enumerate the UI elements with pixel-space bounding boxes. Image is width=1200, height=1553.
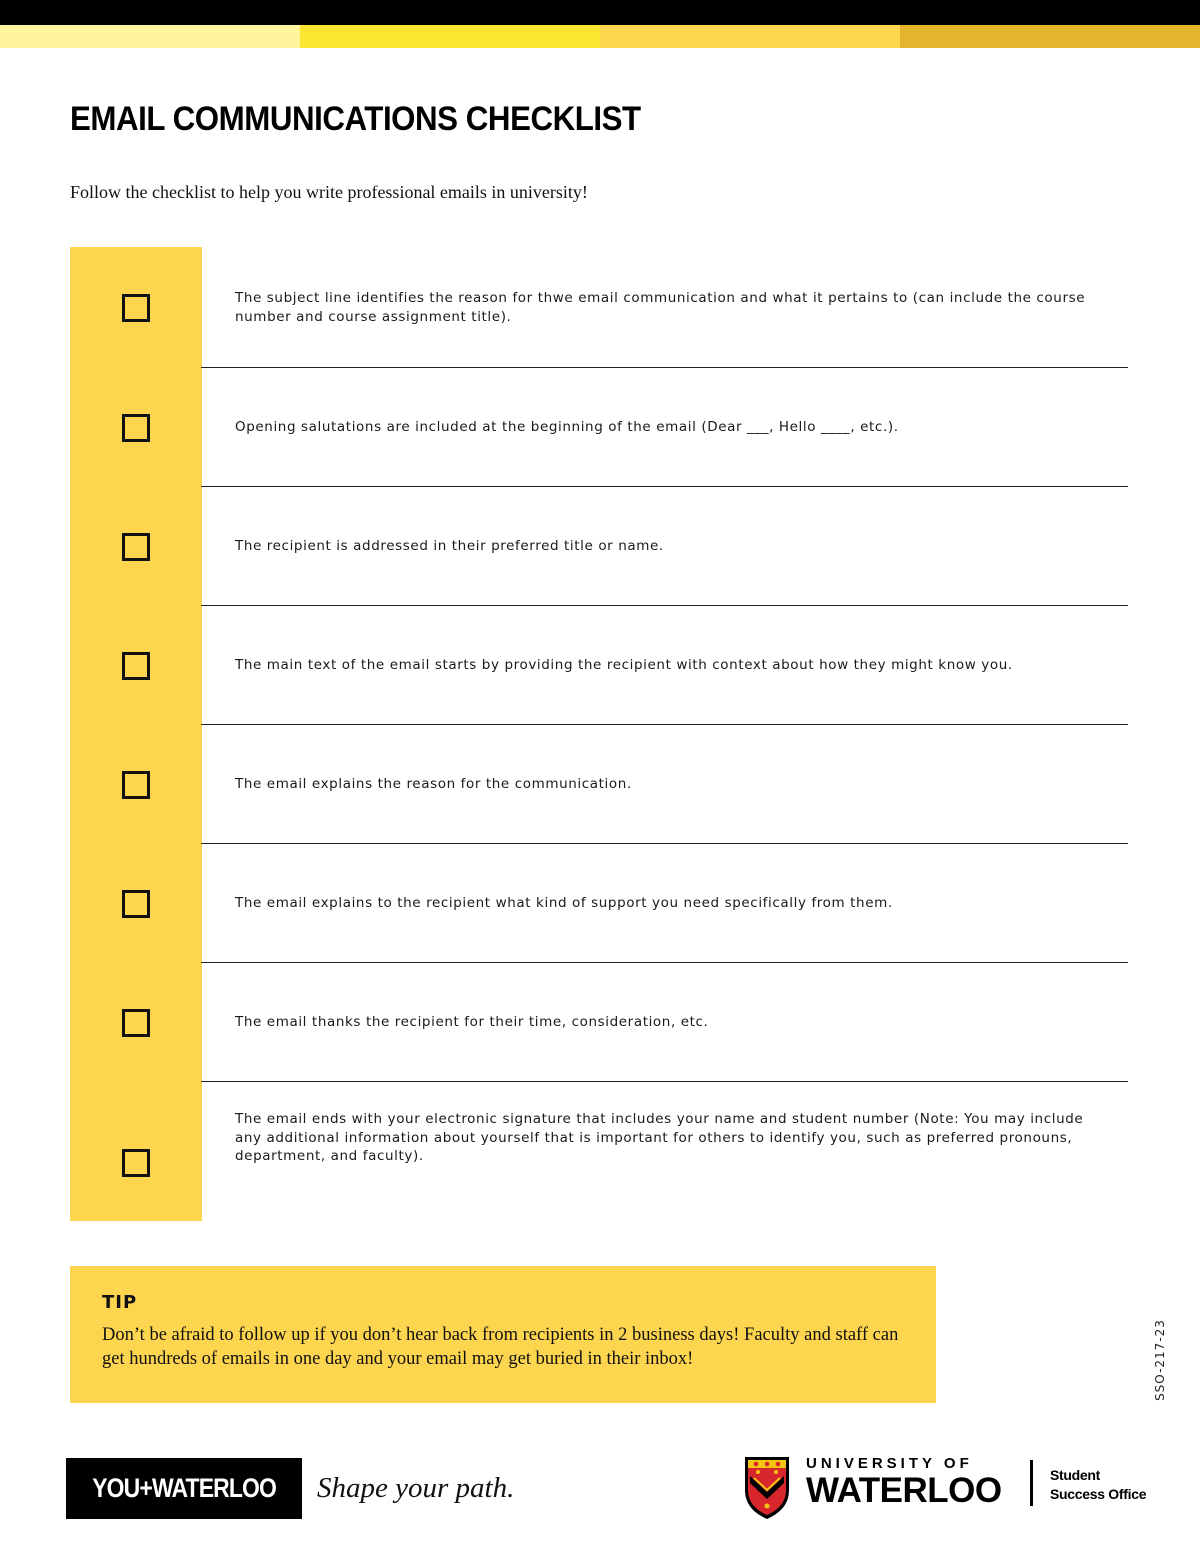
stripe-4 (900, 25, 1200, 48)
you-waterloo-logo (66, 1458, 302, 1519)
checklist-checkbox[interactable] (122, 414, 150, 442)
checklist-item-text: The email ends with your electronic signature that includes your name and student number (Note: You may include any additional information about yourself that is important for others to identify you, such as preferred pronouns, department, and faculty). (235, 1111, 1084, 1164)
checklist-checkbox[interactable] (122, 1149, 150, 1177)
tagline: Shape your path. (317, 1472, 515, 1504)
checklist-item-text: The email explains the reason for the communication. (235, 776, 632, 793)
intro-text: Follow the checklist to help you write professional emails in university! (70, 182, 588, 202)
tip-label: TIP (102, 1292, 138, 1313)
checkbox-cell (70, 368, 202, 487)
checklist-item-text: The email thanks the recipient for their time, consideration, etc. (235, 1014, 709, 1031)
checklist-checkbox[interactable] (122, 890, 150, 918)
top-black-bar (0, 0, 1200, 25)
checklist-checkbox[interactable] (122, 1009, 150, 1037)
document-code: SSO-217-23 (1153, 1319, 1167, 1401)
checkbox-cell (70, 725, 202, 844)
university-wordmark-line1: UNIVERSITY OF (806, 1455, 973, 1472)
checkbox-cell (70, 487, 202, 606)
checklist-item (70, 606, 1128, 725)
checklist-item-text: The email explains to the recipient what kind of support you need specifically from them. (235, 895, 893, 912)
logo-divider (1030, 1460, 1033, 1506)
header-color-stripes (0, 25, 1200, 48)
checkbox-cell (70, 247, 202, 368)
checklist-item-text: Opening salutations are included at the beginning of the email (Dear ___, Hello ____, etc.). (235, 419, 899, 436)
office-name-line1: Student (1050, 1467, 1101, 1483)
university-crest-icon (744, 1456, 790, 1520)
checklist-item-text: The recipient is addressed in their preferred title or name. (235, 538, 664, 555)
checkbox-cell (70, 1082, 202, 1221)
you-waterloo-logo-text: YOU+WATERLOO (92, 1473, 276, 1503)
checklist-item (70, 487, 1128, 606)
university-wordmark-line2: WATERLOO (806, 1471, 1002, 1510)
office-name-line2: Success Office (1050, 1486, 1147, 1502)
checkbox-cell (70, 963, 202, 1082)
checklist-checkbox[interactable] (122, 771, 150, 799)
stripe-3 (600, 25, 900, 48)
university-wordmark (806, 1455, 1002, 1510)
checklist-item (70, 844, 1128, 963)
checkbox-cell (70, 606, 202, 725)
checklist-item-text: The main text of the email starts by providing the recipient with context about how they might know you. (235, 657, 1013, 674)
office-name (1050, 1466, 1146, 1504)
checklist-item (70, 247, 1128, 368)
checklist-checkbox[interactable] (122, 533, 150, 561)
checklist-item (70, 1082, 1128, 1221)
tip-box (70, 1266, 936, 1403)
checklist-checkbox[interactable] (122, 294, 150, 322)
checkbox-cell (70, 844, 202, 963)
page-title: EMAIL COMMUNICATIONS CHECKLIST (70, 100, 641, 138)
checklist-rows (70, 247, 1128, 1221)
checklist-item (70, 963, 1128, 1082)
checklist-item-text: The subject line identifies the reason for thwe email communication and what it pertains to (can include the course number and course assignment title). (235, 290, 1086, 325)
checklist-item (70, 725, 1128, 844)
checklist (70, 247, 1128, 1221)
stripe-1 (0, 25, 300, 48)
checklist-item (70, 368, 1128, 487)
tip-text: Don’t be afraid to follow up if you don’t hear back from recipients in 2 business days! Faculty and staff can get hundreds of emails in one day and your email may get buried in their inbox! (102, 1325, 899, 1369)
checklist-checkbox[interactable] (122, 652, 150, 680)
stripe-2 (300, 25, 600, 48)
